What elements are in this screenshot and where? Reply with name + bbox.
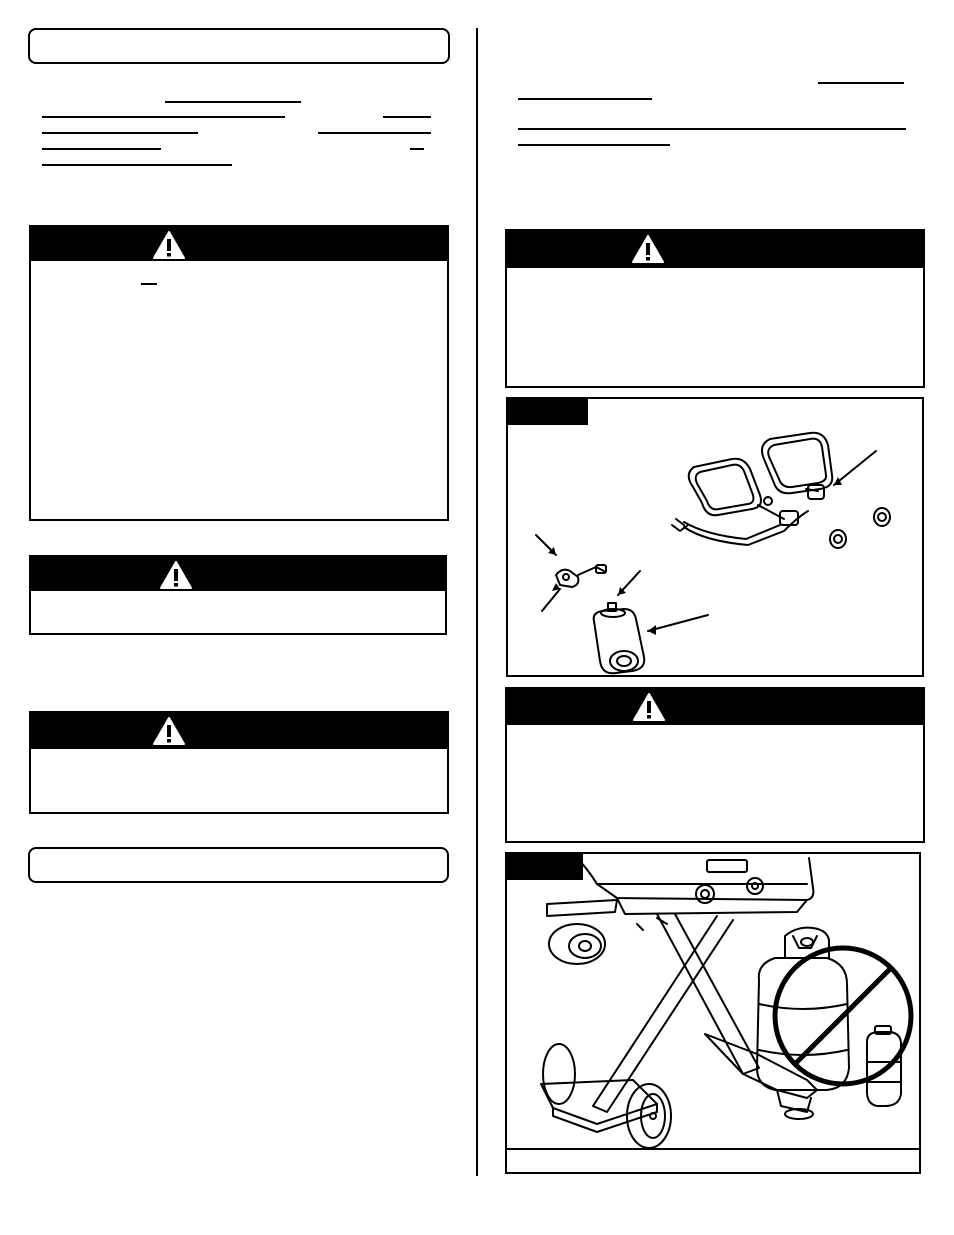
grill-cart-illustration xyxy=(507,854,921,1174)
warning-box-5 xyxy=(505,687,925,843)
burner-parts-illustration xyxy=(508,399,924,677)
section-header-box-bottom xyxy=(28,847,449,883)
warning-triangle-icon xyxy=(152,716,186,746)
figure-tab xyxy=(507,854,583,880)
figure-caption-bar xyxy=(507,1148,919,1172)
warning-banner xyxy=(31,557,445,591)
warning-triangle-icon xyxy=(152,230,186,260)
warning-box-2 xyxy=(29,555,447,635)
warning-banner xyxy=(31,713,447,749)
figure-grill-tank-prohibited xyxy=(505,852,921,1174)
warning-text-underline xyxy=(141,283,157,285)
warning-box-3 xyxy=(29,711,449,814)
section-header-box-top xyxy=(28,28,450,64)
warning-triangle-icon xyxy=(159,560,193,590)
column-divider xyxy=(476,28,478,1176)
warning-box-1 xyxy=(29,225,449,521)
warning-triangle-icon xyxy=(631,234,665,264)
figure-burner-assembly xyxy=(506,397,924,677)
warning-box-4 xyxy=(505,229,925,388)
warning-banner xyxy=(31,227,447,261)
warning-banner xyxy=(507,231,923,268)
warning-banner xyxy=(507,689,923,725)
warning-triangle-icon xyxy=(632,692,666,722)
